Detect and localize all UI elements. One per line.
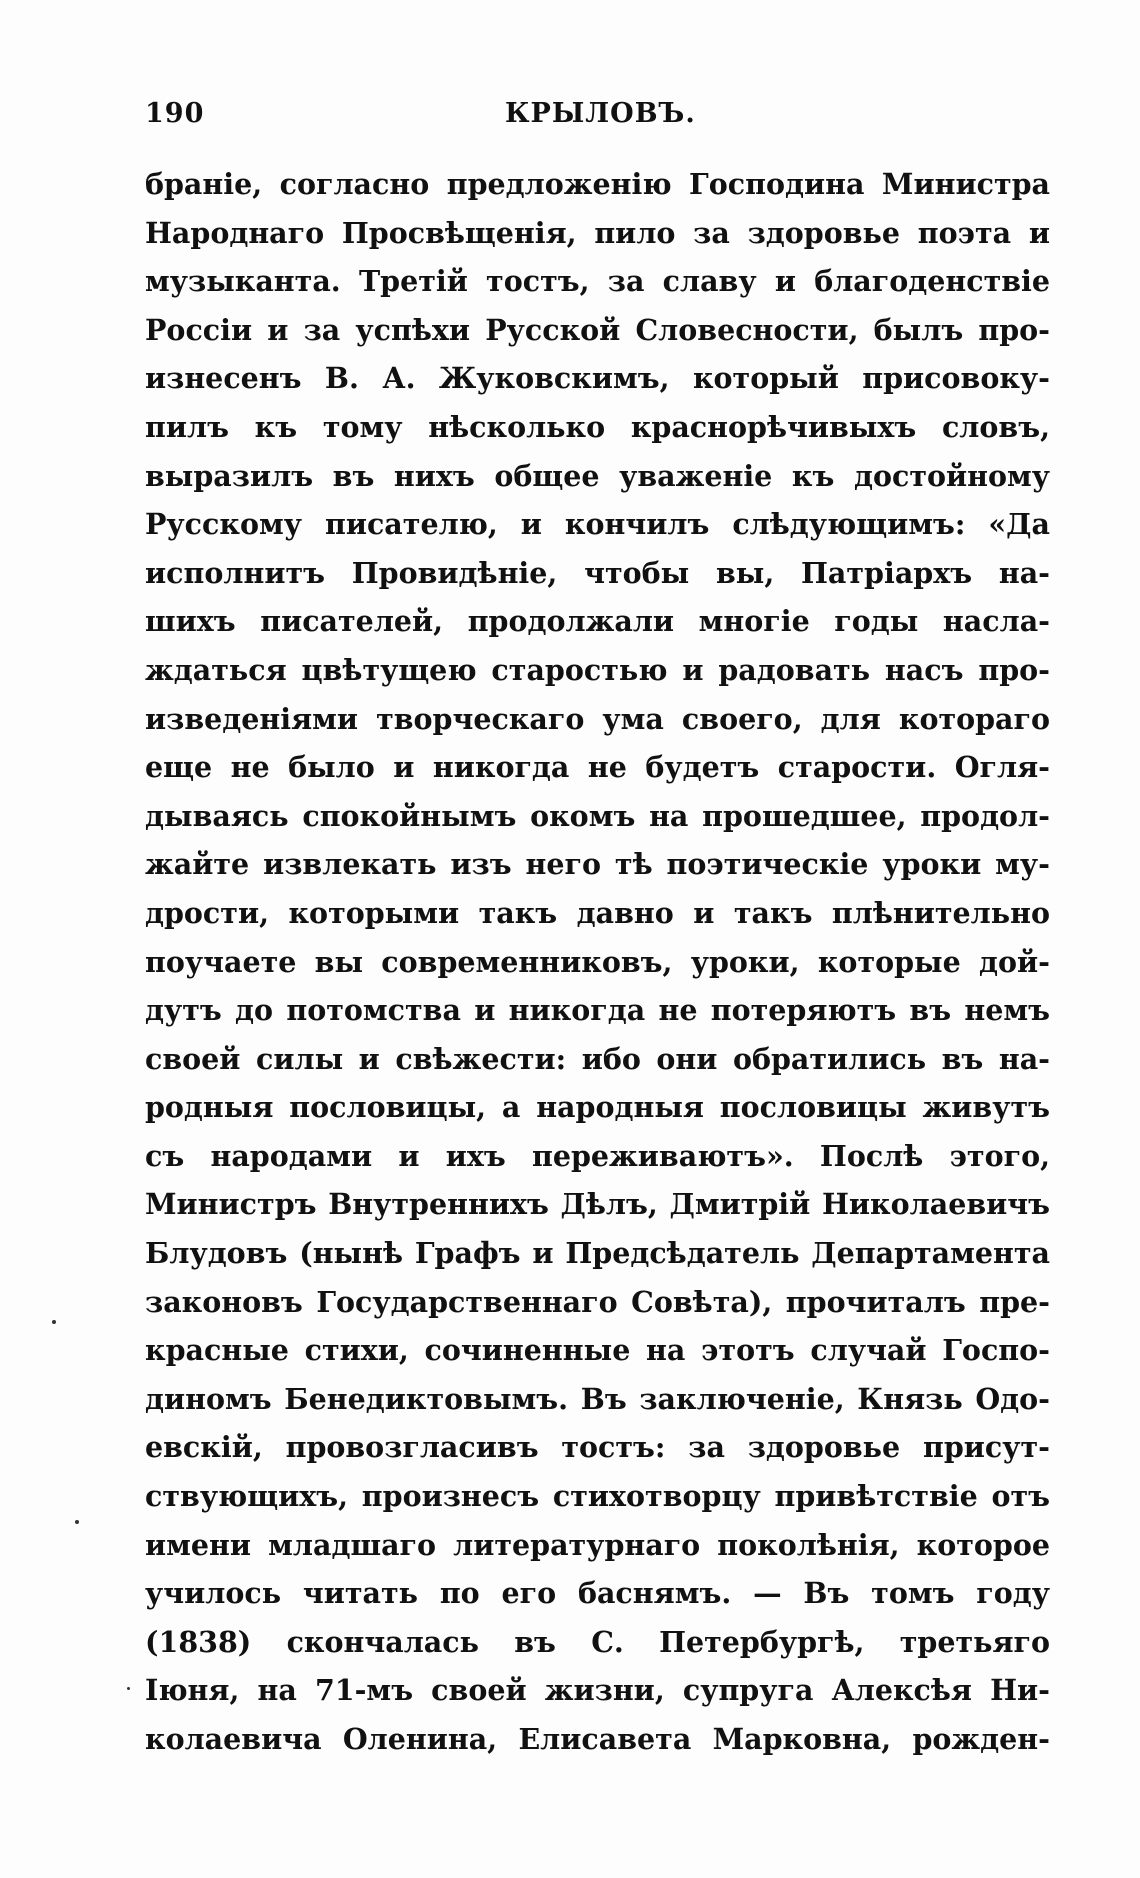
text-line: исполнитъ Провидѣніе, чтобы вы, Патріархъ на-: [145, 555, 1050, 590]
text-line: съ народами и ихъ переживаютъ». Послѣ этого,: [145, 1138, 1050, 1173]
text-line: Народнаго Просвѣщенія, пило за здоровье поэта и: [145, 215, 1050, 250]
body-text: [145, 160, 1050, 1764]
text-line: дрости, которыми такъ давно и такъ плѣнительно: [145, 895, 1050, 930]
text-line: поучаете вы современниковъ, уроки, которые дой-: [145, 944, 1050, 979]
text-line: ствующихъ, произнесъ стихотворцу привѣтствіе отъ: [145, 1479, 1050, 1514]
text-line: колаевича Оленина, Елисавета Марковна, рожден-: [145, 1722, 1050, 1756]
text-line: диномъ Бенедиктовымъ. Въ заключеніе, Князь Одо-: [145, 1381, 1050, 1416]
text-line: дываясь спокойнымъ окомъ на прошедшее, продол-: [145, 798, 1050, 833]
text-line: ждаться цвѣтущею старостью и радовать насъ про-: [145, 652, 1050, 687]
text-line: изнесенъ В. А. Жуковскимъ, который присовоку-: [145, 361, 1050, 396]
text-line: Россіи и за успѣхи Русской Словесности, былъ про-: [145, 312, 1050, 347]
page-header: [145, 98, 1050, 138]
text-line: музыканта. Третій тостъ, за славу и благоденствіе: [145, 264, 1050, 299]
text-line: Русскому писателю, и кончилъ слѣдующимъ: «Да: [145, 507, 1050, 542]
text-line: выразилъ въ нихъ общее уваженіе къ достойному: [145, 458, 1050, 493]
text-line: Министръ Внутреннихъ Дѣлъ, Дмитрій Николаевичъ: [145, 1187, 1050, 1222]
text-line: училось читать по его баснямъ. — Въ томъ году: [145, 1576, 1050, 1611]
ink-speck: [75, 1520, 79, 1524]
text-line: изведеніями творческаго ума своего, для котораго: [145, 701, 1050, 736]
ink-speck: [127, 1687, 130, 1690]
text-line: пилъ къ тому нѣсколько краснорѣчивыхъ словъ,: [145, 409, 1050, 444]
text-line: жайте извлекать изъ него тѣ поэтическіе уроки му-: [145, 847, 1050, 882]
text-line: (1838) скончалась въ С. Петербургѣ, третьяго: [145, 1624, 1050, 1659]
ink-speck: [52, 1320, 56, 1324]
text-line: браніе, согласно предложенію Господина Министра: [145, 167, 1050, 201]
text-line: Іюня, на 71-мъ своей жизни, супруга Алексѣя Ни-: [145, 1673, 1050, 1708]
text-line: дутъ до потомства и никогда не потеряютъ въ немъ: [145, 993, 1050, 1028]
running-head: КРЫЛОВЪ.: [505, 98, 696, 129]
text-line: евскій, провозгласивъ тостъ: за здоровье присут-: [145, 1430, 1050, 1465]
text-line: шихъ писателей, продолжали многіе годы насла-: [145, 604, 1050, 639]
text-line: законовъ Государственнаго Совѣта), прочиталъ пре-: [145, 1284, 1050, 1319]
text-line: красные стихи, сочиненные на этотъ случай Госпо-: [145, 1333, 1050, 1368]
text-line: еще не было и никогда не будетъ старости. Огля-: [145, 750, 1050, 785]
text-line: Блудовъ (нынѣ Графъ и Предсѣдатель Департамента: [145, 1236, 1050, 1271]
text-line: своей силы и свѣжести: ибо они обратились въ на-: [145, 1041, 1050, 1076]
text-line: родныя пословицы, а народныя пословицы живутъ: [145, 1090, 1050, 1125]
text-line: имени младшаго литературнаго поколѣнія, которое: [145, 1527, 1050, 1562]
page-number: 190: [145, 98, 205, 129]
